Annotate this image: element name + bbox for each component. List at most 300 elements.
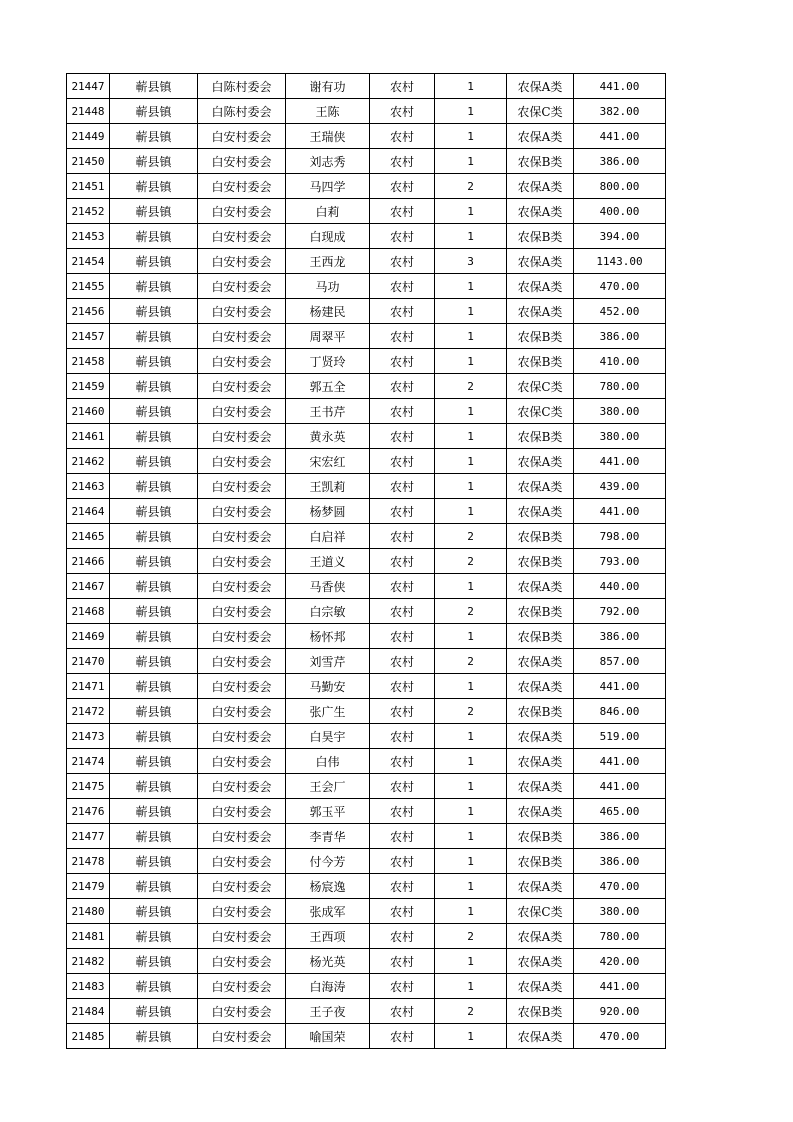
town-cell: 蕲县镇 (110, 124, 198, 149)
amount-cell: 1143.00 (574, 249, 666, 274)
village-committee-cell: 白安村委会 (198, 724, 286, 749)
village-committee-cell: 白安村委会 (198, 549, 286, 574)
table-row (67, 849, 666, 874)
residence-type-cell: 农村 (370, 999, 435, 1024)
household-count-cell: 1 (435, 799, 507, 824)
insurance-class-cell: 农保C类 (507, 99, 574, 124)
village-committee-cell: 白安村委会 (198, 399, 286, 424)
table-row (67, 499, 666, 524)
person-name-cell: 郭五全 (286, 374, 370, 399)
table-row (67, 949, 666, 974)
person-name-cell: 杨怀邦 (286, 624, 370, 649)
residence-type-cell: 农村 (370, 524, 435, 549)
residence-type-cell: 农村 (370, 199, 435, 224)
insurance-class-cell: 农保B类 (507, 324, 574, 349)
table-row (67, 574, 666, 599)
amount-cell: 400.00 (574, 199, 666, 224)
amount-cell: 780.00 (574, 374, 666, 399)
village-committee-cell: 白安村委会 (198, 974, 286, 999)
insurance-class-cell: 农保B类 (507, 149, 574, 174)
amount-cell: 440.00 (574, 574, 666, 599)
insurance-class-cell: 农保A类 (507, 124, 574, 149)
insurance-class-cell: 农保A类 (507, 649, 574, 674)
table-row (67, 299, 666, 324)
household-count-cell: 1 (435, 724, 507, 749)
record-id-cell: 21468 (67, 599, 110, 624)
residence-type-cell: 农村 (370, 649, 435, 674)
household-count-cell: 1 (435, 1024, 507, 1049)
village-committee-cell: 白安村委会 (198, 999, 286, 1024)
record-id-cell: 21472 (67, 699, 110, 724)
table-row (67, 599, 666, 624)
town-cell: 蕲县镇 (110, 499, 198, 524)
table-row (67, 399, 666, 424)
town-cell: 蕲县镇 (110, 774, 198, 799)
household-count-cell: 1 (435, 199, 507, 224)
village-committee-cell: 白安村委会 (198, 749, 286, 774)
village-committee-cell: 白安村委会 (198, 449, 286, 474)
table-row (67, 424, 666, 449)
person-name-cell: 白现成 (286, 224, 370, 249)
insurance-class-cell: 农保B类 (507, 624, 574, 649)
residence-type-cell: 农村 (370, 249, 435, 274)
table-row (67, 774, 666, 799)
record-id-cell: 21450 (67, 149, 110, 174)
amount-cell: 857.00 (574, 649, 666, 674)
town-cell: 蕲县镇 (110, 849, 198, 874)
insurance-class-cell: 农保B类 (507, 699, 574, 724)
household-count-cell: 1 (435, 874, 507, 899)
town-cell: 蕲县镇 (110, 799, 198, 824)
person-name-cell: 王凯莉 (286, 474, 370, 499)
town-cell: 蕲县镇 (110, 99, 198, 124)
residence-type-cell: 农村 (370, 424, 435, 449)
town-cell: 蕲县镇 (110, 949, 198, 974)
residence-type-cell: 农村 (370, 574, 435, 599)
amount-cell: 439.00 (574, 474, 666, 499)
amount-cell: 386.00 (574, 149, 666, 174)
record-id-cell: 21452 (67, 199, 110, 224)
residence-type-cell: 农村 (370, 749, 435, 774)
household-count-cell: 1 (435, 449, 507, 474)
residence-type-cell: 农村 (370, 924, 435, 949)
household-count-cell: 2 (435, 924, 507, 949)
household-count-cell: 2 (435, 549, 507, 574)
household-count-cell: 1 (435, 624, 507, 649)
person-name-cell: 王道义 (286, 549, 370, 574)
household-count-cell: 1 (435, 124, 507, 149)
insurance-class-cell: 农保B类 (507, 599, 574, 624)
insurance-class-cell: 农保A类 (507, 174, 574, 199)
insurance-class-cell: 农保A类 (507, 674, 574, 699)
table-row (67, 674, 666, 699)
amount-cell: 380.00 (574, 899, 666, 924)
record-id-cell: 21480 (67, 899, 110, 924)
town-cell: 蕲县镇 (110, 999, 198, 1024)
residence-type-cell: 农村 (370, 699, 435, 724)
residence-type-cell: 农村 (370, 299, 435, 324)
village-committee-cell: 白安村委会 (198, 799, 286, 824)
village-committee-cell: 白安村委会 (198, 299, 286, 324)
insurance-class-cell: 农保B类 (507, 849, 574, 874)
record-id-cell: 21476 (67, 799, 110, 824)
village-committee-cell: 白安村委会 (198, 824, 286, 849)
insurance-class-cell: 农保A类 (507, 949, 574, 974)
residence-type-cell: 农村 (370, 549, 435, 574)
residence-type-cell: 农村 (370, 774, 435, 799)
household-count-cell: 1 (435, 774, 507, 799)
household-count-cell: 1 (435, 474, 507, 499)
residence-type-cell: 农村 (370, 349, 435, 374)
town-cell: 蕲县镇 (110, 374, 198, 399)
amount-cell: 800.00 (574, 174, 666, 199)
amount-cell: 519.00 (574, 724, 666, 749)
record-id-cell: 21470 (67, 649, 110, 674)
amount-cell: 441.00 (574, 499, 666, 524)
table-row (67, 874, 666, 899)
record-id-cell: 21462 (67, 449, 110, 474)
household-count-cell: 1 (435, 499, 507, 524)
record-id-cell: 21475 (67, 774, 110, 799)
insurance-class-cell: 农保C类 (507, 899, 574, 924)
residence-type-cell: 农村 (370, 99, 435, 124)
person-name-cell: 白宗敏 (286, 599, 370, 624)
person-name-cell: 付今芳 (286, 849, 370, 874)
table-row (67, 524, 666, 549)
household-count-cell: 1 (435, 849, 507, 874)
table-row (67, 749, 666, 774)
residence-type-cell: 农村 (370, 1024, 435, 1049)
person-name-cell: 宋宏红 (286, 449, 370, 474)
table-row (67, 149, 666, 174)
insurance-class-cell: 农保A类 (507, 749, 574, 774)
person-name-cell: 周翠平 (286, 324, 370, 349)
amount-cell: 441.00 (574, 124, 666, 149)
village-committee-cell: 白安村委会 (198, 874, 286, 899)
village-committee-cell: 白安村委会 (198, 149, 286, 174)
person-name-cell: 张广生 (286, 699, 370, 724)
amount-cell: 920.00 (574, 999, 666, 1024)
household-count-cell: 1 (435, 574, 507, 599)
village-committee-cell: 白安村委会 (198, 474, 286, 499)
residence-type-cell: 农村 (370, 149, 435, 174)
insurance-class-cell: 农保B类 (507, 524, 574, 549)
insurance-class-cell: 农保A类 (507, 249, 574, 274)
town-cell: 蕲县镇 (110, 249, 198, 274)
town-cell: 蕲县镇 (110, 274, 198, 299)
town-cell: 蕲县镇 (110, 224, 198, 249)
residence-type-cell: 农村 (370, 674, 435, 699)
household-count-cell: 1 (435, 149, 507, 174)
record-id-cell: 21455 (67, 274, 110, 299)
insurance-class-cell: 农保A类 (507, 924, 574, 949)
person-name-cell: 王西项 (286, 924, 370, 949)
residence-type-cell: 农村 (370, 599, 435, 624)
village-committee-cell: 白安村委会 (198, 349, 286, 374)
residence-type-cell: 农村 (370, 474, 435, 499)
village-committee-cell: 白安村委会 (198, 924, 286, 949)
residence-type-cell: 农村 (370, 449, 435, 474)
village-committee-cell: 白安村委会 (198, 249, 286, 274)
record-id-cell: 21453 (67, 224, 110, 249)
residence-type-cell: 农村 (370, 174, 435, 199)
amount-cell: 465.00 (574, 799, 666, 824)
record-id-cell: 21484 (67, 999, 110, 1024)
table-row (67, 799, 666, 824)
household-count-cell: 1 (435, 224, 507, 249)
residence-type-cell: 农村 (370, 499, 435, 524)
insurance-class-cell: 农保A类 (507, 974, 574, 999)
insurance-class-cell: 农保A类 (507, 799, 574, 824)
record-id-cell: 21466 (67, 549, 110, 574)
person-name-cell: 王瑞侠 (286, 124, 370, 149)
household-count-cell: 1 (435, 974, 507, 999)
table-row (67, 1024, 666, 1049)
household-count-cell: 1 (435, 674, 507, 699)
person-name-cell: 白昊宇 (286, 724, 370, 749)
record-id-cell: 21460 (67, 399, 110, 424)
person-name-cell: 马功 (286, 274, 370, 299)
person-name-cell: 杨宸逸 (286, 874, 370, 899)
person-name-cell: 张成军 (286, 899, 370, 924)
residence-type-cell: 农村 (370, 74, 435, 99)
record-id-cell: 21478 (67, 849, 110, 874)
town-cell: 蕲县镇 (110, 674, 198, 699)
village-committee-cell: 白安村委会 (198, 774, 286, 799)
residence-type-cell: 农村 (370, 624, 435, 649)
village-committee-cell: 白安村委会 (198, 674, 286, 699)
person-name-cell: 白启祥 (286, 524, 370, 549)
table-row (67, 99, 666, 124)
record-id-cell: 21461 (67, 424, 110, 449)
household-count-cell: 1 (435, 899, 507, 924)
household-count-cell: 2 (435, 999, 507, 1024)
village-committee-cell: 白安村委会 (198, 324, 286, 349)
record-id-cell: 21447 (67, 74, 110, 99)
town-cell: 蕲县镇 (110, 824, 198, 849)
person-name-cell: 杨光英 (286, 949, 370, 974)
table-row (67, 824, 666, 849)
person-name-cell: 王陈 (286, 99, 370, 124)
table-row (67, 374, 666, 399)
record-id-cell: 21467 (67, 574, 110, 599)
insurance-class-cell: 农保A类 (507, 1024, 574, 1049)
amount-cell: 386.00 (574, 824, 666, 849)
table-row (67, 899, 666, 924)
amount-cell: 441.00 (574, 674, 666, 699)
residence-type-cell: 农村 (370, 724, 435, 749)
village-committee-cell: 白安村委会 (198, 224, 286, 249)
household-count-cell: 1 (435, 274, 507, 299)
record-id-cell: 21449 (67, 124, 110, 149)
amount-cell: 382.00 (574, 99, 666, 124)
amount-cell: 386.00 (574, 849, 666, 874)
town-cell: 蕲县镇 (110, 349, 198, 374)
record-id-cell: 21474 (67, 749, 110, 774)
insurance-class-cell: 农保A类 (507, 499, 574, 524)
person-name-cell: 谢有功 (286, 74, 370, 99)
table-row (67, 224, 666, 249)
record-id-cell: 21469 (67, 624, 110, 649)
amount-cell: 380.00 (574, 399, 666, 424)
amount-cell: 380.00 (574, 424, 666, 449)
insurance-class-cell: 农保B类 (507, 999, 574, 1024)
person-name-cell: 杨梦圆 (286, 499, 370, 524)
household-count-cell: 1 (435, 424, 507, 449)
town-cell: 蕲县镇 (110, 524, 198, 549)
village-committee-cell: 白安村委会 (198, 424, 286, 449)
household-count-cell: 2 (435, 524, 507, 549)
town-cell: 蕲县镇 (110, 574, 198, 599)
residence-type-cell: 农村 (370, 124, 435, 149)
town-cell: 蕲县镇 (110, 974, 198, 999)
table-row (67, 324, 666, 349)
village-committee-cell: 白安村委会 (198, 649, 286, 674)
residence-type-cell: 农村 (370, 399, 435, 424)
table-row (67, 724, 666, 749)
town-cell: 蕲县镇 (110, 599, 198, 624)
amount-cell: 798.00 (574, 524, 666, 549)
town-cell: 蕲县镇 (110, 199, 198, 224)
record-id-cell: 21481 (67, 924, 110, 949)
town-cell: 蕲县镇 (110, 149, 198, 174)
residence-type-cell: 农村 (370, 799, 435, 824)
record-id-cell: 21463 (67, 474, 110, 499)
table-row (67, 924, 666, 949)
table-row (67, 974, 666, 999)
person-name-cell: 白伟 (286, 749, 370, 774)
table-row (67, 249, 666, 274)
person-name-cell: 王西龙 (286, 249, 370, 274)
table-row (67, 449, 666, 474)
village-committee-cell: 白安村委会 (198, 624, 286, 649)
village-committee-cell: 白安村委会 (198, 274, 286, 299)
table-row (67, 274, 666, 299)
village-committee-cell: 白安村委会 (198, 599, 286, 624)
person-name-cell: 黄永英 (286, 424, 370, 449)
table-row (67, 174, 666, 199)
person-name-cell: 王会厂 (286, 774, 370, 799)
amount-cell: 441.00 (574, 449, 666, 474)
residence-type-cell: 农村 (370, 824, 435, 849)
village-committee-cell: 白安村委会 (198, 124, 286, 149)
household-count-cell: 2 (435, 374, 507, 399)
person-name-cell: 马勤安 (286, 674, 370, 699)
household-count-cell: 2 (435, 649, 507, 674)
record-id-cell: 21485 (67, 1024, 110, 1049)
town-cell: 蕲县镇 (110, 924, 198, 949)
record-id-cell: 21471 (67, 674, 110, 699)
person-name-cell: 刘雪芹 (286, 649, 370, 674)
person-name-cell: 马四学 (286, 174, 370, 199)
amount-cell: 386.00 (574, 324, 666, 349)
household-count-cell: 2 (435, 699, 507, 724)
household-count-cell: 2 (435, 174, 507, 199)
table-row (67, 649, 666, 674)
record-id-cell: 21479 (67, 874, 110, 899)
record-id-cell: 21454 (67, 249, 110, 274)
record-id-cell: 21458 (67, 349, 110, 374)
amount-cell: 410.00 (574, 349, 666, 374)
residence-type-cell: 农村 (370, 899, 435, 924)
village-committee-cell: 白陈村委会 (198, 74, 286, 99)
insurance-class-cell: 农保A类 (507, 774, 574, 799)
town-cell: 蕲县镇 (110, 399, 198, 424)
town-cell: 蕲县镇 (110, 549, 198, 574)
table-row (67, 74, 666, 99)
insurance-class-cell: 农保B类 (507, 549, 574, 574)
person-name-cell: 李青华 (286, 824, 370, 849)
residence-type-cell: 农村 (370, 974, 435, 999)
amount-cell: 792.00 (574, 599, 666, 624)
town-cell: 蕲县镇 (110, 649, 198, 674)
residence-type-cell: 农村 (370, 874, 435, 899)
record-id-cell: 21483 (67, 974, 110, 999)
person-name-cell: 马香侠 (286, 574, 370, 599)
person-name-cell: 白海涛 (286, 974, 370, 999)
town-cell: 蕲县镇 (110, 724, 198, 749)
record-id-cell: 21473 (67, 724, 110, 749)
person-name-cell: 杨建民 (286, 299, 370, 324)
household-count-cell: 1 (435, 99, 507, 124)
village-committee-cell: 白安村委会 (198, 1024, 286, 1049)
insurance-class-cell: 农保A类 (507, 574, 574, 599)
amount-cell: 420.00 (574, 949, 666, 974)
household-count-cell: 1 (435, 399, 507, 424)
table-row (67, 699, 666, 724)
amount-cell: 846.00 (574, 699, 666, 724)
table-row (67, 999, 666, 1024)
insurance-class-cell: 农保C类 (507, 374, 574, 399)
village-committee-cell: 白陈村委会 (198, 99, 286, 124)
insurance-class-cell: 农保A类 (507, 199, 574, 224)
amount-cell: 780.00 (574, 924, 666, 949)
household-count-cell: 1 (435, 324, 507, 349)
town-cell: 蕲县镇 (110, 424, 198, 449)
amount-cell: 452.00 (574, 299, 666, 324)
amount-cell: 470.00 (574, 874, 666, 899)
insurance-class-cell: 农保A类 (507, 474, 574, 499)
record-id-cell: 21482 (67, 949, 110, 974)
table-row (67, 549, 666, 574)
town-cell: 蕲县镇 (110, 1024, 198, 1049)
table-row (67, 124, 666, 149)
household-count-cell: 1 (435, 824, 507, 849)
record-id-cell: 21457 (67, 324, 110, 349)
insurance-class-cell: 农保A类 (507, 449, 574, 474)
amount-cell: 394.00 (574, 224, 666, 249)
table-body (67, 74, 666, 1049)
record-id-cell: 21459 (67, 374, 110, 399)
table-row (67, 349, 666, 374)
record-id-cell: 21464 (67, 499, 110, 524)
amount-cell: 441.00 (574, 774, 666, 799)
village-committee-cell: 白安村委会 (198, 499, 286, 524)
village-committee-cell: 白安村委会 (198, 574, 286, 599)
amount-cell: 470.00 (574, 274, 666, 299)
village-committee-cell: 白安村委会 (198, 949, 286, 974)
village-committee-cell: 白安村委会 (198, 699, 286, 724)
person-name-cell: 白莉 (286, 199, 370, 224)
town-cell: 蕲县镇 (110, 324, 198, 349)
town-cell: 蕲县镇 (110, 299, 198, 324)
person-name-cell: 王书芹 (286, 399, 370, 424)
household-count-cell: 1 (435, 749, 507, 774)
village-committee-cell: 白安村委会 (198, 849, 286, 874)
amount-cell: 470.00 (574, 1024, 666, 1049)
household-count-cell: 1 (435, 299, 507, 324)
record-id-cell: 21456 (67, 299, 110, 324)
